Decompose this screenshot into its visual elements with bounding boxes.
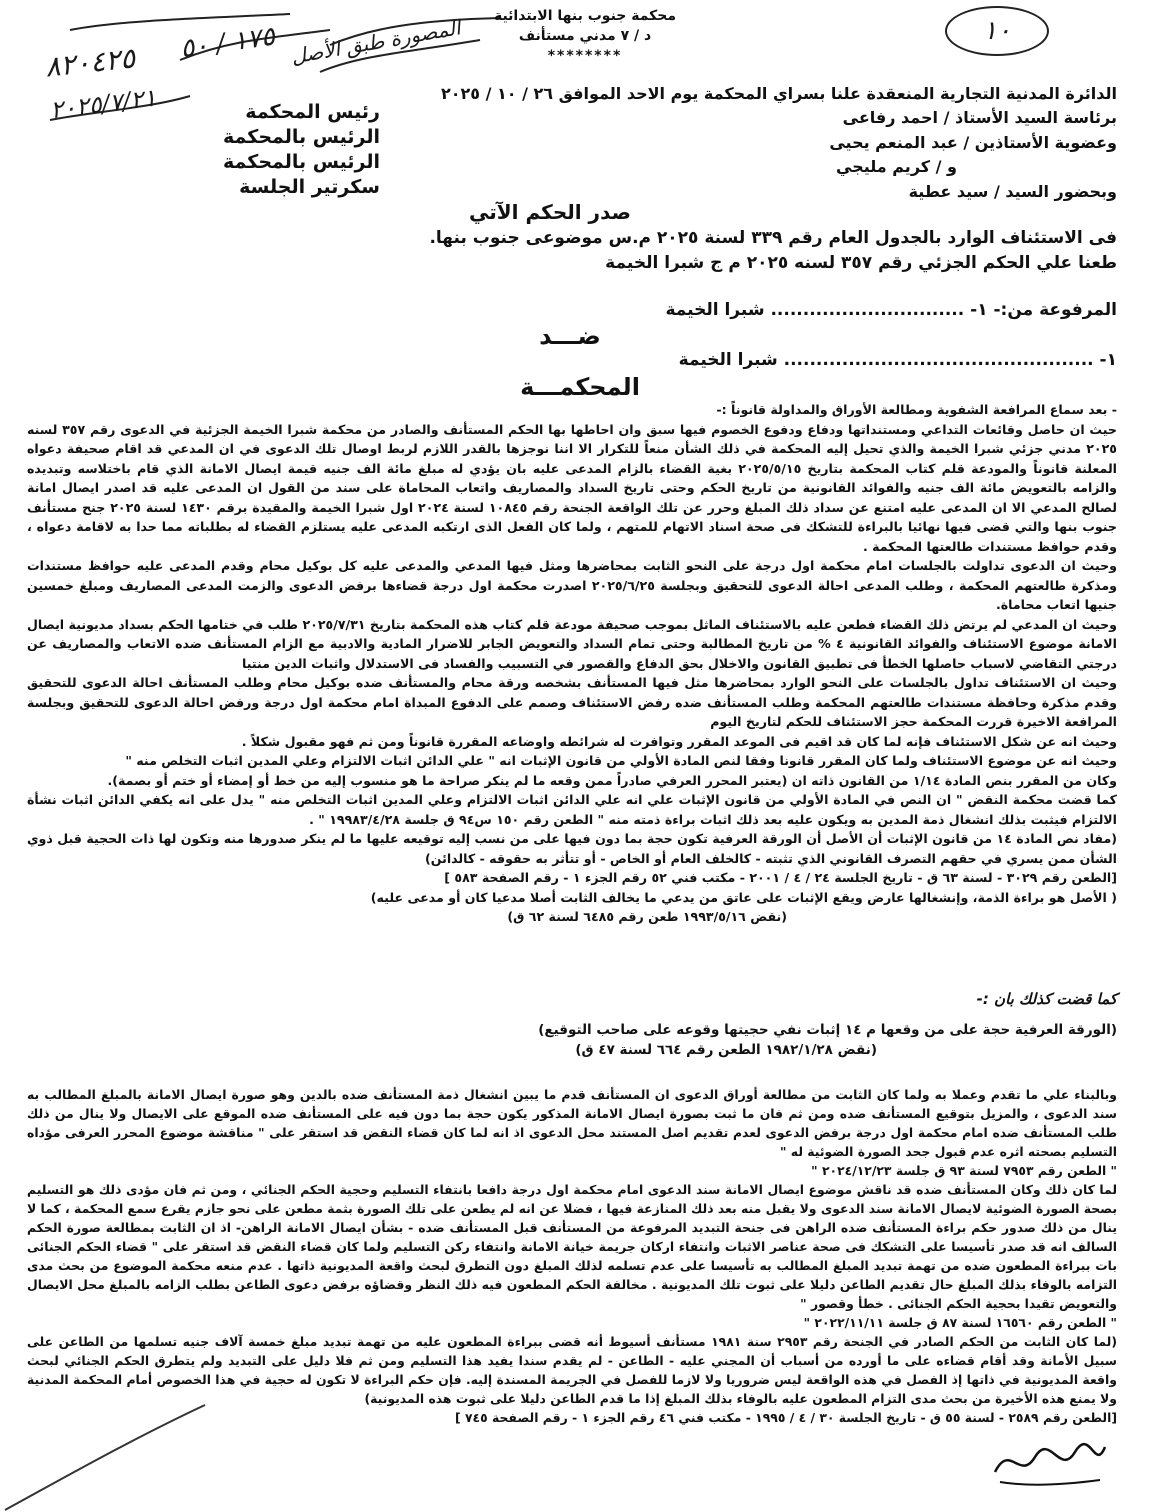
circled-number xyxy=(945,6,1049,56)
role-2: الرئيس بالمحكمة xyxy=(223,126,380,148)
paragraph: لما كان ذلك وكان المستأنف ضده قد ناقش موضوع ايصال الامانة سند الدعوى امام محكمة اول درجة دافعا بانتفاء التسليم وحجية الحكم الجنائي ، ومن ثم فان مؤدى ذلك هو التسليم بصحة الصورة الضوئية لايصال الامانة سند الدعوى ولا يقبل منه بعد ذلك المنازعة فيها ، فضلا عن انه لم يطعن على تلك الصورة بثمة مطعن على نحو جازم يقرع سمع المحكمة ، كما لا ينال من ذلك صدور حكم براءة المستأنف ضده الراهن فى جنحة التبديد المرفوعة من المستأنف قبل المستأنف ضده - بشأن ايصال الامانة الراهن- اذ ان الثابت بمطالعة صورة الحكم السالف انه قد صدر تأسيسا على التشكك فى صحة عناصر الاثبات وانتفاء اركان جريمة خيانة الامانة وانتفاء ركن التسليم ولما كان قضاء النقض قد استقر على " قضاء الحكم الجنائى بات ببراءة المطعون ضده من تهمة تبديد المبلغ المطالب به تأسيسا على عدم تسلمه لذلك المبلغ دون التطرق لبحث واقعة المديونية ذاتها . عدم منعه محكمة الموضوع من بحث مدى التزامه بالوفاء بذلك المبلغ حال تقديم الطاعن دليلا على ثبوت تلك المديونية . مخالفة الحكم المطعون فيه ذلك النظر وقضاؤه برفض دعوى الطاعن بطلب الزامه بالمبلغ محل الايصال والتعويض تقيدا بحجية الحكم الجنائى . خطأ وقصور " xyxy=(27,1182,1117,1311)
court-title: المحكمـــة xyxy=(520,373,640,401)
citation: " الطعن رقم ٧٩٥٣ لسنة ٩٣ ق جلسة ٢٠٢٤/١٢/٢٣ " xyxy=(811,1163,1117,1178)
paragraph: حيث ان حاصل وقائعات التداعي ومستنداتها ودفاع ودفوع الخصوم فيها سبق وان احاطها بها الحكم المستأنف والصادر من محكمة شبرا الخيمة الجزئية في الدعوى رقم ٣٥٧ لسنه ٢٠٢٥ مدني جزئي شبرا الخيمة والذي تحيل إليه المحكمة في ذلك الشأن منعاً للتكرار الا اننا نوجزها بالقدر اللازم لربط اوصال تلك الدعوى في ان المدعي قد اقام صحيفة دعواه المعلنة قانوناً والمودعة قلم كتاب المحكمة بتاريخ ٢٠٢٥/٥/١٥ بغية القضاء بالزام المدعى عليه بان يؤدي له مبلغ مائة الف جنيه قيمة ايصال الامانة الذي قام باختلاسه وتبديده والزامه بالتعويض مائة الف جنيه والفوائد القانونية من تاريخ الحكم وحتى تاريخ السداد والمصاريف واتعاب المحاماة على سند من القول ان المدعى عليه قد اصدر ايصال امانة لصالح المدعي الا ان المدعى عليه امتنع عن سداد ذلك المبلغ وحرر عن تلك الواقعة الجنحة رقم ١٠٨٤٥ لسنة ٢٠٢٤ اول شبرا الخيمة والمقيدة برقم ١٤٣٠ لسنة ٢٠٢٥ جنح مستأنف جنوب بنها والتي قضى فيها نهائيا بالبراءة للتشكك فى صحة اسناد الاتهام للمتهم ، ولما كان الفعل الذى ارتكبه المدعى عليه يستلزم القضاء له بطلباته مما حدا به لاقامة دعواه ، وقدم حوافظ مستندات طالعتها المحكمة . xyxy=(27,421,1117,554)
member-2: وعضوية الأستاذين / عبد المنعم يحيى xyxy=(829,132,1117,152)
signature xyxy=(990,1432,1110,1492)
role-1: رئيس المحكمة xyxy=(245,101,380,123)
case-lines xyxy=(37,226,1117,276)
body-block-2 xyxy=(27,1085,1117,1427)
citation: (نقض ١٩٩٣/٥/١٦ طعن رقم ٦٤٨٥ لسنة ٦٢ ق) xyxy=(507,909,787,924)
issued-title: صدر الحكم الآتي xyxy=(469,200,631,224)
paragraph: وكان من المقرر بنص المادة ١/١٤ من القانون ذاته ان (يعتبر المحرر العرفي صادراً ممن وقعه ما لم ينكر صراحة ما هو منسوب إليه من خط أو إمضاء أو ختم أو بصمة). xyxy=(107,772,1117,788)
paragraph: وحيث انه عن موضوع الاستئناف ولما كان المقرر قانونا وفقا لنص المادة الأولي من قانون الإثبات انه " علي الدائن اثبات الالتزام وعلي المدين اثبات التخلص منه " xyxy=(125,753,1117,768)
circuit-number: د / ٧ مدني مستأنف xyxy=(518,28,652,44)
member-4: وبحضور السيد / سيد عطية xyxy=(908,181,1117,201)
paragraph: ( الأصل هو براءة الذمة، وإنشغالها عارض ويقع الإثبات على عاتق من يدعي ما يخالف الثابت أصلا مدعيا كان أو مدعى عليه) xyxy=(370,889,1117,905)
paragraph: وحيث انه عن شكل الاستئناف فإنه لما كان قد اقيم فى الموعد المقرر وتوافرت له شرائطه واوضاعه المقررة قانوناً ومن ثم فهو مقبول شكلاً . xyxy=(241,733,1117,749)
opening-line: - بعد سماع المرافعة الشفوية ومطالعة الأوراق والمداولة قانوناً :- xyxy=(716,402,1117,417)
handwritten-number: ١٧٥ / ٥٠ xyxy=(178,21,277,65)
header-stars: ******** xyxy=(547,48,623,64)
handwritten-date: ٢٠٢٥/٧/٢١ xyxy=(48,83,158,125)
bottom-stroke xyxy=(0,1400,220,1512)
paragraph: وحيث ان المدعي لم يرتض ذلك القضاء فطعن عليه بالاستئناف الماثل بموجب صحيفة مودعة قلم كتاب هذه المحكمة بتاريخ ٢٠٢٥/٧/٣١ طلب في ختامها الحكم بسداد مديونية ايصال الامانة موضوع الاستئناف والفوائد القانونية ٤ % من تاريخ المطالبة وحتى تمام السداد والتعويض الجابر للاضرار المادية والادبية مع الزام المستأنف ضده الاتعاب والمصاريف عن درجتي التقاضي لاسباب حاصلها الخطأ فى تطبيق القانون والاخلال بحق الدفاع والقصور في التسبيب والفساد فى الاستدلال واثبات الدين منتيا xyxy=(27,616,1117,671)
panel-roles xyxy=(160,100,380,200)
challenge-line: طعنا علي الحكم الجزئي رقم ٣٥٧ لسنه ٢٠٢٥ م ج شبرا الخيمة xyxy=(605,253,1117,273)
also-ruled-heading: كما قضت كذلك بان :- xyxy=(976,990,1117,1008)
paragraph: كما قضت محكمة النقض " ان النص في المادة الأولي من قانون الإثبات علي انه علي الدائن اثبات الالتزام وعلي المدين اثبات التخلص منه " يدل على انه يكفي الدائن اثبات نشأة الالتزام فيثبت بذلك انشغال ذمة المدين به ويكون عليه بعد ذلك اثبات براءة ذمته منه " الطعن رقم ١٥٠ س٩٤ ق جلسة ١٩٩٨٣/٤/٢٨ " . xyxy=(27,792,1117,827)
paragraph: وبالبناء علي ما تقدم وعملا به ولما كان الثابت من مطالعة أوراق الدعوى ان المستأنف قدم ما يبين انشغال ذمة المستأنف ضده بالدين وهو صورة ايصال الامانة بالمبلغ المطالب به سند الدعوى ، والمزيل بتوقيع المستأنف ضده ومن ثم فان ما ثبت بصورة ايصال الامانة المذكور يكون حجة بما دون فيه على المستأنف ضده الموقع على الايصال ولا ينال من ذلك طلب المستأنف ضده امام محكمة اول درجة برفض الدعوى لعدم تقديم اصل المستند محل الدعوى اذ انه لما كان قضاء النقض قد استقر على " مناقشة موضوع المحرر العرفى مؤداه التسليم بصحته اثره عدم قبول جحد الصورة الضوئية له " xyxy=(27,1087,1117,1159)
paragraph: وحيث ان الدعوى تداولت بالجلسات امام محكمة اول درجة على النحو الثابت بمحاضرها ومثل فيها المدعي والمدعى عليه كل بوكيل محام وقدم المدعى عليه حوافظ مستندات ومذكرة طالعتهم المحكمة ، وطلب المدعى احالة الدعوى للتحقيق وبجلسة ٢٠٢٥/٦/٢٥ اصدرت محكمة اول درجة قضاءها برفض الدعوى والزمت المدعى المصاريف ومبلغ خمسين جنيها اتعاب محاماة. xyxy=(27,558,1117,612)
member-3: و / كريم مليجي xyxy=(836,157,957,176)
paragraph: (مفاد نص المادة ١٤ من قانون الإثبات أن الأصل أن الورقة العرفية تكون حجة بما دون فيها على من نسب إليه توقيعه عليها ما لم ينكر صدورها منه وتكون لها ذات الحجية قبل ذوي الشأن ممن يسري في حقهم التصرف القانوني الذي تثبته - كالخلف العام أو الخاص - أو تتأثر به حقوقه - كالدائن) xyxy=(27,831,1117,866)
quote-reference: (نقض ١٩٨٢/١/٢٨ الطعن رقم ٦٦٤ لسنة ٤٧ ق) xyxy=(575,1042,877,1058)
court-name: محكمة جنوب بنها الابتدائية xyxy=(493,8,677,24)
paragraph: (لما كان الثابت من الحكم الصادر في الجنحة رقم ٢٩٥٣ سنة ١٩٨١ مستأنف أسيوط أنه قضى ببراءة المطعون عليه من تهمة تبديد مبلغ خمسة آلاف جنيه تسلمها من الطاعن على سبيل الأمانة وقد أقام قضاءه على ما أورده من أسباب أن المجني عليه - الطاعن - لم يقدم سندا يفيد هذا التسليم ومن ثم فلا دليل على التبديد ولم يتطرق الحكم الجنائي لبحث واقعة المديونية في ذاتها إذ الفصل في هذه الواقعة ليس ضروريا ولا لازما للفصل في الجريمة المسندة إليه. فإن حكم البراءة لا تكون له حجية في هذا الخصوص أمام المحكمة المدنية ولا يمنع هذه الأخيرة من بحث مدى التزام المطعون عليه بالوفاء بذلك المبلغ إذا ما قدم الطاعن دليلا على ثبوت هذه المديونية) xyxy=(27,1334,1117,1406)
panel-members xyxy=(417,106,1117,204)
member-1: برئاسة السيد الأستاذ / احمد رفاعى xyxy=(842,108,1117,127)
respondent-line: ١- ................................................ شبرا الخيمة xyxy=(678,350,1117,370)
session-line: الدائرة المدنية التجارية المنعقدة علنا بسراي المحكمة يوم الاحد الموافق ٢٦ / ١٠ / ٢٠٢٥ xyxy=(440,84,1117,103)
quote-text: (الورقة العرفية حجة على من وقعها م ١٤ إثبات نفي حجيتها وقوعه على صاحب التوقيع) xyxy=(538,1022,1117,1038)
against-title: ضـــد xyxy=(539,322,601,350)
court-header xyxy=(470,6,700,66)
body-block-1 xyxy=(27,400,1117,927)
role-4: سكرتير الجلسة xyxy=(239,176,380,198)
circled-number-text: ١٠ xyxy=(983,16,1011,46)
citation: [الطعن رقم ٣٠٢٩ - لسنة ٦٣ ق - تاريخ الجلسة ٢٤ / ٤ / ٢٠٠١ - مكتب فني ٥٢ رقم الجزء ١ - رقم الصفحة ٥٨٣ ] xyxy=(444,870,1117,885)
appellant-line: المرفوعة من:- ١- .............................. شبرا الخيمة xyxy=(665,300,1117,320)
citation: " الطعن رقم ١٦٥٦٠ لسنة ٨٧ ق جلسة ٢٠٢٢/١١/١١ " xyxy=(803,1315,1117,1330)
paragraph: وحيث ان الاستئناف تداول بالجلسات على النحو الوارد بمحاضرها مثل فيها المستأنف بشخصه ورقة محام والمستأنف ضده بوكيل محام وطلب المستأنف احالة الدعوى للتحقيق وقدم مذكرة وحافظة مستندات طالعتهم المحكمة وطلب المستأنف ضده رفض الاستئناف وصمم على الدفوع المبداة امام محكمة اول درجة ورفض احالة الدعوى للتحقيق وبجلسة المرافعة الاخيرة قررت المحكمة حجز الاستئناف للحكم لتاريخ اليوم xyxy=(27,675,1117,729)
handwritten-amount: ٨٢٠٤٢٥ xyxy=(43,41,137,84)
role-3: الرئيس بالمحكمة xyxy=(223,151,380,173)
appeal-line: فى الاستئناف الوارد بالجدول العام رقم ٣٣٩ لسنة ٢٠٢٥ م.س موضوعى جنوب بنها. xyxy=(429,228,1117,248)
handwritten-note: المصورة طبق الأصل xyxy=(289,15,463,69)
citation: [الطعن رقم ٢٥٨٩ - لسنة ٥٥ ق - تاريخ الجلسة ٣٠ / ٤ / ١٩٩٥ - مكتب فني ٤٦ رقم الجزء ١ - رقم الصفحة ٧٤٥ ] xyxy=(454,1410,1117,1425)
